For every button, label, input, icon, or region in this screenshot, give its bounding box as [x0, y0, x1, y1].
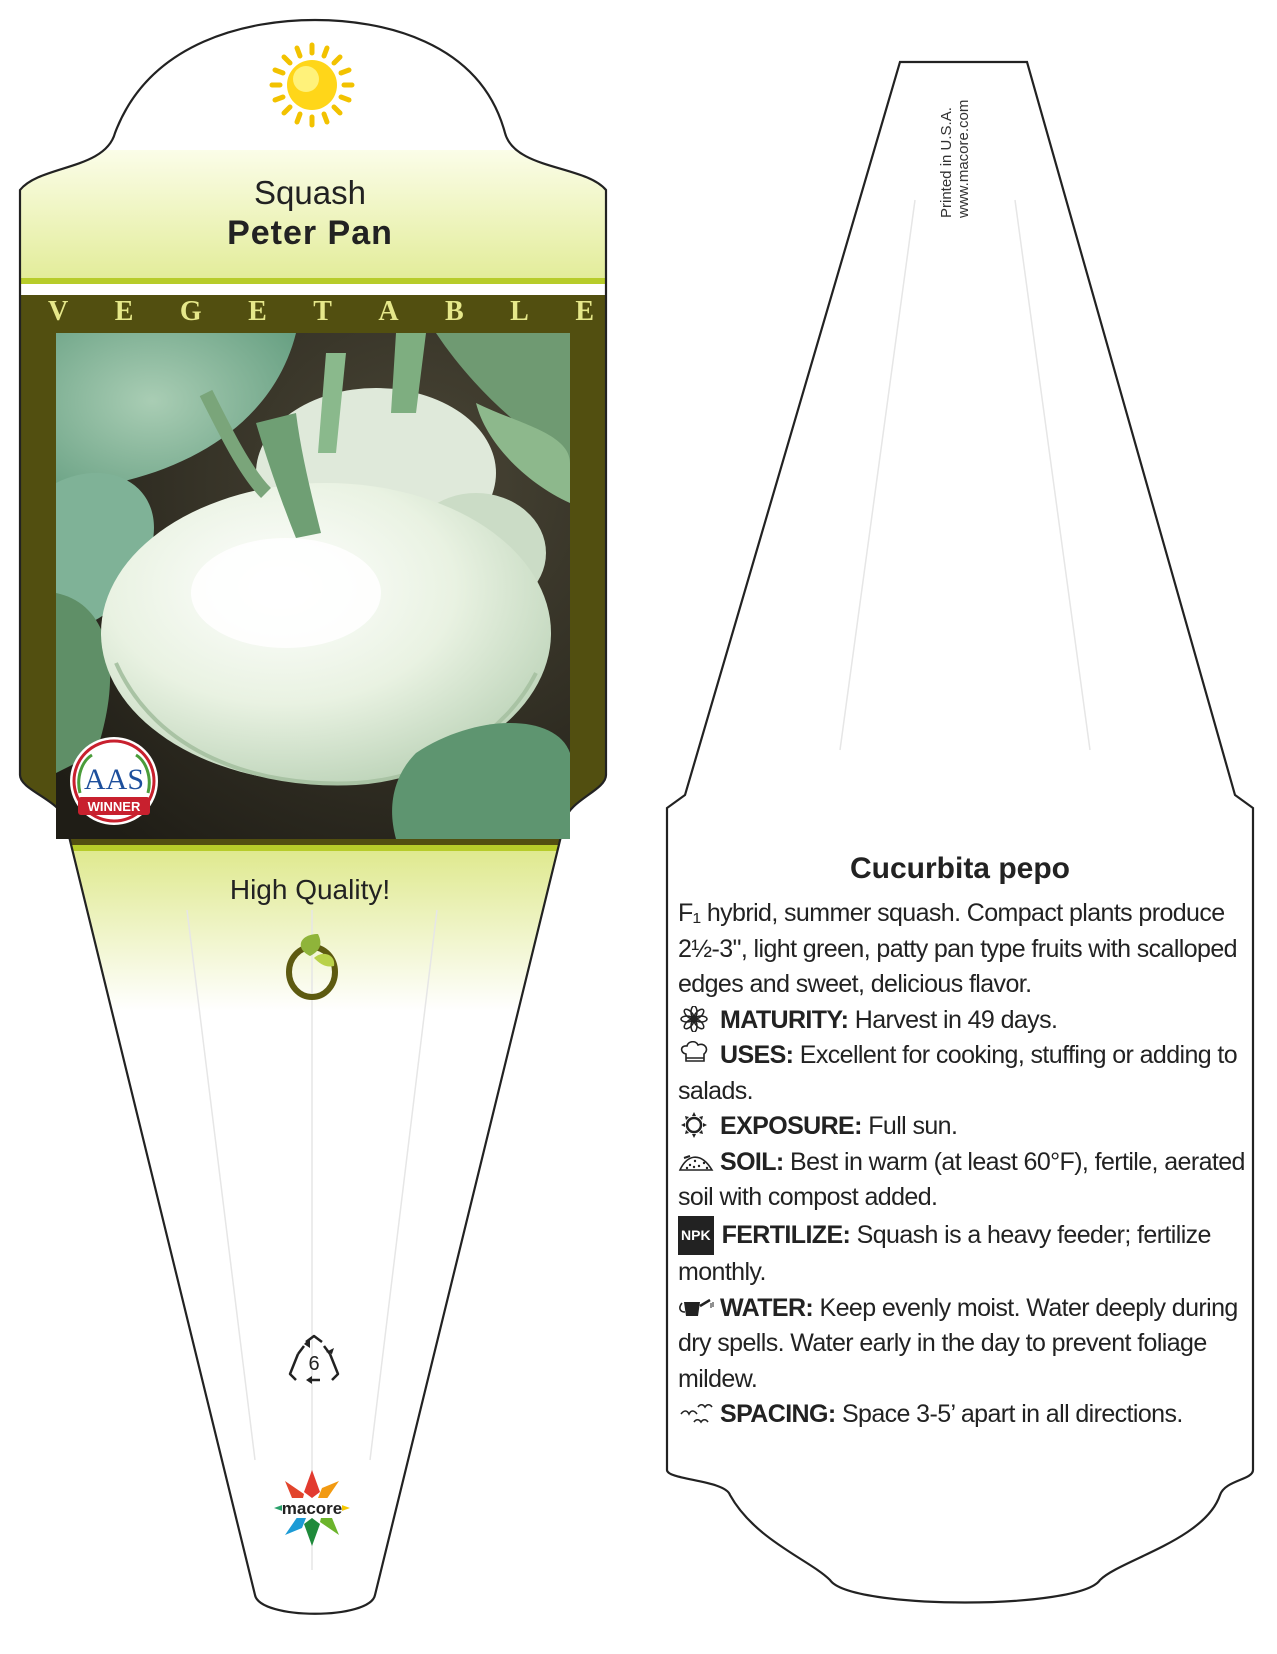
tagline: High Quality!: [229, 874, 391, 905]
macore-logo: [268, 1466, 356, 1550]
header-accent-line: [20, 278, 610, 284]
chef-hat-icon: [678, 1041, 714, 1067]
badge-bottom-text: WINNER: [87, 799, 141, 814]
care-item-spacing: [678, 1397, 1258, 1433]
website: www.macore.com: [955, 99, 972, 218]
category-letter: G: [179, 296, 202, 327]
care-label: FERTILIZE:: [721, 1220, 851, 1249]
spacing-icon: [678, 1400, 714, 1426]
care-label: SPACING:: [720, 1400, 836, 1428]
care-label: SOIL:: [720, 1147, 784, 1176]
care-text: Excellent for cooking, stuffing or adding to salads.: [678, 1041, 1238, 1105]
category-letter: L: [510, 296, 529, 327]
care-label: WATER:: [720, 1293, 814, 1322]
category-letter: E: [575, 296, 594, 327]
care-text: Space 3-5’ apart in all directions.: [841, 1400, 1183, 1428]
common-name: Squash: [254, 174, 366, 211]
recycle-icon: [286, 1334, 342, 1386]
care-item-fertilize: [678, 1216, 1258, 1291]
brand-name: macore: [281, 1499, 343, 1518]
footer-accent-line: [20, 845, 610, 851]
care-item-soil: [678, 1145, 1258, 1216]
npk-icon: NPK: [678, 1216, 714, 1256]
care-text: Harvest in 49 days.: [854, 1005, 1058, 1034]
care-label: MATURITY:: [720, 1005, 849, 1034]
care-item-exposure: [678, 1109, 1258, 1145]
category-letter: E: [248, 296, 267, 327]
care-item-water: [678, 1291, 1258, 1398]
care-label: USES:: [720, 1041, 794, 1069]
printed-in-block: [938, 58, 972, 218]
badge-top-text: AAS: [83, 763, 145, 796]
care-text: Full sun.: [868, 1112, 958, 1140]
category-letter: E: [114, 296, 134, 327]
category-letter: T: [313, 296, 332, 327]
category-letter: A: [378, 296, 399, 327]
sun-outline-icon: [678, 1112, 714, 1138]
care-text: Keep evenly moist. Water deeply during dry spells. Water early in the day to prevent foliage mildew.: [678, 1293, 1238, 1393]
care-label: EXPOSURE:: [720, 1112, 862, 1140]
care-text: Best in warm (at least 60°F), fertile, aerated soil with compost added.: [678, 1147, 1245, 1211]
category-label: [48, 296, 594, 328]
care-item-maturity: [678, 1003, 1258, 1039]
care-text: Squash is a heavy feeder; fertilize monthly.: [678, 1220, 1211, 1286]
recycle-code: 6: [308, 1353, 320, 1375]
soil-icon: [678, 1148, 714, 1174]
care-item-uses: [678, 1038, 1258, 1109]
variety-name: Peter Pan: [227, 214, 393, 252]
care-info: [678, 896, 1258, 1433]
description: F₁ hybrid, summer squash. Compact plants produce 2½-3", light green, patty pan type fruits with scalloped edges and sweet, delicious flavor.: [678, 899, 1237, 998]
sun-icon: [272, 45, 352, 125]
category-letter: B: [445, 296, 464, 327]
watering-can-icon: [678, 1294, 714, 1320]
category-letter: V: [48, 296, 69, 327]
printed-in: Printed in U.S.A.: [938, 107, 955, 218]
flower-icon: [678, 1006, 714, 1032]
botanical-name: Cucurbita pepo: [849, 852, 1070, 885]
aas-winner-badge: [66, 737, 162, 827]
